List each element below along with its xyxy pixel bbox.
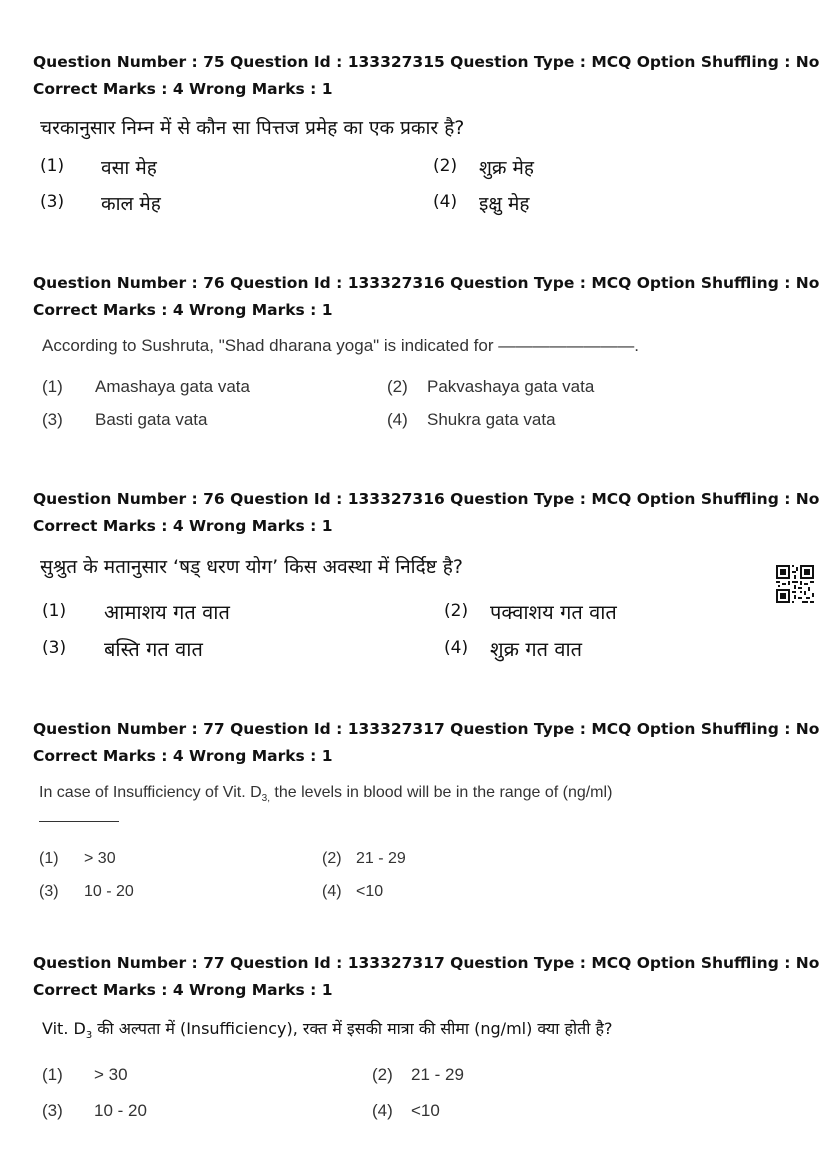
answer-blank [39, 821, 119, 822]
option-text: 21 - 29 [356, 850, 406, 867]
question-header-line1: Question Number : 76 Question Id : 133327316 Question Type : MCQ Option Shuffling : No [33, 490, 820, 508]
option-text: > 30 [84, 850, 116, 867]
question-header-line1: Question Number : 77 Question Id : 133327317 Question Type : MCQ Option Shuffling : No [33, 954, 820, 972]
option-number: (3) [42, 410, 63, 429]
option-number: (4) [322, 883, 342, 900]
question-header-line2: Correct Marks : 4 Wrong Marks : 1 [33, 981, 333, 999]
option-number: (3) [40, 192, 65, 212]
qr-code-icon [776, 565, 814, 603]
question-header-line2: Correct Marks : 4 Wrong Marks : 1 [33, 747, 333, 765]
question-text: According to Sushruta, "Shad dharana yoga" is indicated for ————————. [42, 336, 639, 355]
option-text: Pakvashaya gata vata [427, 377, 595, 396]
question-header-line2: Correct Marks : 4 Wrong Marks : 1 [33, 301, 333, 319]
option-number: (4) [372, 1101, 393, 1120]
option-text: Amashaya gata vata [95, 377, 250, 396]
option-number: (3) [42, 638, 67, 658]
option-number: (4) [387, 410, 408, 429]
option-text: 21 - 29 [411, 1065, 464, 1084]
option-text: बस्ति गत वात [104, 637, 203, 661]
option-number: (1) [39, 850, 59, 867]
question-header-line1: Question Number : 77 Question Id : 133327317 Question Type : MCQ Option Shuffling : No [33, 720, 820, 738]
question-text: सुश्रुत के मतानुसार ‘षड् धरण योग’ किस अवस्था में निर्दिष्ट है? [40, 556, 463, 578]
question-text: In case of Insufficiency of Vit. $D_{3,}$ the levels in blood will be in the range of (ng/ml) [39, 784, 613, 805]
question-header-line1: Question Number : 76 Question Id : 133327316 Question Type : MCQ Option Shuffling : No [33, 274, 820, 292]
option-text: Basti gata vata [95, 410, 208, 429]
option-text: आमाशय गत वात [104, 600, 230, 624]
option-text: काल मेह [101, 193, 161, 215]
question-text: चरकानुसार निम्न में से कौन सा पित्तज प्रमेह का एक प्रकार है? [40, 117, 465, 139]
option-number: (1) [42, 377, 63, 396]
option-text: शुक्र गत वात [490, 637, 583, 661]
option-number: (1) [42, 1065, 63, 1084]
question-header-line2: Correct Marks : 4 Wrong Marks : 1 [33, 80, 333, 98]
option-text: 10 - 20 [94, 1101, 147, 1120]
option-number: (4) [444, 638, 469, 658]
option-number: (2) [387, 377, 408, 396]
option-number: (3) [42, 1101, 63, 1120]
option-number: (4) [433, 192, 458, 212]
option-number: (2) [372, 1065, 393, 1084]
option-text: > 30 [94, 1065, 128, 1084]
option-text: पक्वाशय गत वात [490, 600, 617, 624]
option-number: (2) [444, 601, 469, 621]
option-text: वसा मेह [101, 157, 157, 179]
option-text: इक्षु मेह [479, 193, 530, 215]
option-number: (2) [433, 156, 458, 176]
option-number: (2) [322, 850, 342, 867]
option-text: शुक्र मेह [479, 157, 535, 179]
question-text: Vit. $D_3$ की अल्पता में (Insufficiency), रक्त में इसकी मात्रा की सीमा (ng/ml) क्या होती है? [42, 1019, 613, 1042]
option-text: 10 - 20 [84, 883, 134, 900]
option-text: <10 [411, 1101, 440, 1120]
option-number: (3) [39, 883, 59, 900]
option-text: Shukra gata vata [427, 410, 556, 429]
option-text: <10 [356, 883, 384, 900]
option-number: (1) [42, 601, 67, 621]
question-header-line1: Question Number : 75 Question Id : 133327315 Question Type : MCQ Option Shuffling : No [33, 53, 820, 71]
question-header-line2: Correct Marks : 4 Wrong Marks : 1 [33, 517, 333, 535]
option-number: (1) [40, 156, 65, 176]
